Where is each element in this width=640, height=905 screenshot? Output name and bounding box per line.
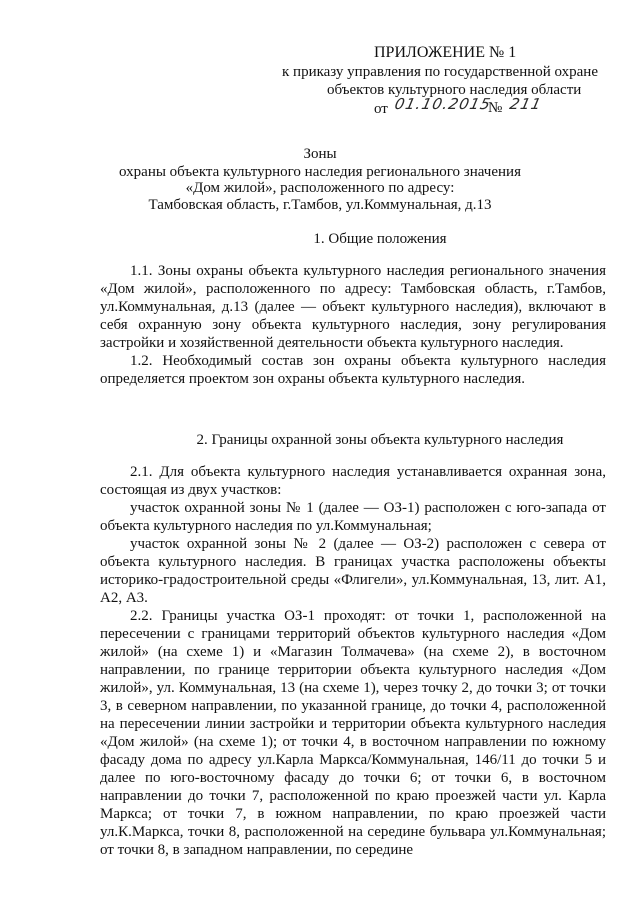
paragraph-2-1-a: участок охранной зоны № 1 (далее — ОЗ-1) расположен с юго-запада от объекта культурного наследия по ул.Коммунальная; — [100, 500, 606, 534]
paragraph-1-1: 1.1. Зоны охраны объекта культурного наследия регионального значения «Дом жилой», расположенного по адресу: Тамбовская область, г.Тамбов, ул.Коммунальная, д.13 (далее — объект культурного наследия), включают в себя охранную зону объекта культурного наследия, зону регулирования застройки и хозяйственной деятельности объекта культурного наследия. — [100, 263, 606, 351]
handwritten-date: 01.10.2015 — [393, 95, 493, 113]
doc-title-line-1: Зоны — [303, 146, 337, 162]
paragraph-2-1-b: участок охранной зоны № 2 (далее — ОЗ-2) расположен с севера от объекта культурного наследия. В границах участка расположены объекты историко-градостроительной среды «Флигели», ул.Коммунальная, 13, лит. А1, А2, А3. — [100, 536, 606, 606]
section-1-heading: 1. Общие положения — [313, 231, 447, 247]
appendix-line-1: к приказу управления по государственной охране — [282, 64, 598, 80]
paragraph-2-2: 2.2. Границы участка ОЗ-1 проходят: от точки 1, расположенной на пересечении с границами территорий объектов культурного наследия «Дом жилой» (на схеме 1) и «Магазин Толмачева» (на схеме 2), в восточном направлении, по границе территории объекта культурного наследия «Дом жилой», ул. Коммунальная, 13 (на схеме 1), через точку 2, до точки 3; от точки 3, в северном направлении, по указанной границе, до точки 4, расположенной на пересечении линии застройки и территории объекта культурного наследия «Дом жилой» (на схеме 1); от точки 4, в восточном направлении по южному фасаду дома по адресу ул.Карла Маркса/Коммунальная, 146/11 до точки 5 и далее по юго-восточному фасаду до точки 6; от точки 6, в восточном направлении до точки 7, расположенной по краю проезжей части ул. Карла Маркса; от точки 7, в южном направлении, по краю проезжей части ул.К.Маркса, точки 8, расположенной на середине бульвара ул.Коммунальная; от точки 8, в западном направлении, по середине — [100, 608, 606, 858]
paragraph-1-2: 1.2. Необходимый состав зон охраны объекта культурного наследия определяется проектом зон охраны объекта культурного наследия. — [100, 353, 606, 387]
appendix-from-label: от — [374, 101, 388, 117]
section-1-body — [100, 262, 606, 388]
doc-title-line-4: Тамбовская область, г.Тамбов, ул.Коммунальная, д.13 — [148, 197, 492, 213]
doc-title-line-3: «Дом жилой», расположенного по адресу: — [185, 180, 455, 196]
appendix-line-2: объектов культурного наследия области — [327, 82, 582, 98]
doc-title-line-2: охраны объекта культурного наследия регионального значения — [119, 164, 521, 180]
number-label: № — [488, 100, 503, 116]
paragraph-2-1: 2.1. Для объекта культурного наследия устанавливается охранная зона, состоящая из двух участков: — [100, 464, 606, 498]
appendix-title: ПРИЛОЖЕНИЕ № 1 — [374, 44, 517, 61]
section-2-body — [100, 463, 606, 859]
handwritten-number: 211 — [508, 95, 544, 113]
section-2-heading: 2. Границы охранной зоны объекта культурного наследия — [196, 432, 564, 448]
